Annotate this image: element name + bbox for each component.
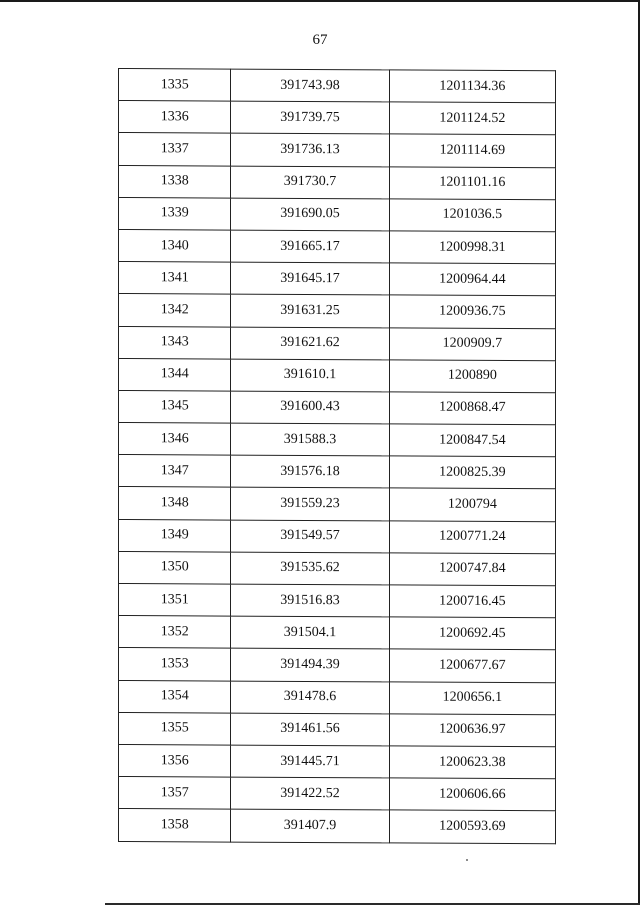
x-coordinate-cell: 391504.1: [231, 616, 389, 649]
point-number-cell: 1348: [119, 487, 231, 520]
x-coordinate-cell: 391665.17: [231, 230, 389, 263]
y-coordinate-cell: 1200936.75: [389, 295, 555, 328]
table-row: [119, 262, 556, 296]
point-number-cell: 1357: [119, 777, 231, 810]
point-number-cell: 1354: [119, 680, 231, 713]
y-coordinate-cell: 1201134.36: [389, 70, 555, 103]
coordinate-table-body: [119, 69, 556, 844]
point-number-cell: 1355: [119, 712, 231, 745]
x-coordinate-cell: 391494.39: [231, 648, 389, 681]
table-row: [119, 616, 556, 650]
table-row: [119, 229, 556, 263]
x-coordinate-cell: 391461.56: [231, 713, 389, 746]
table-row: [119, 165, 556, 199]
x-coordinate-cell: 391739.75: [231, 101, 389, 134]
x-coordinate-cell: 391422.52: [231, 777, 389, 810]
table-row: [119, 551, 556, 585]
table-row: [119, 101, 556, 135]
table-row: [119, 133, 556, 167]
table-row: [119, 519, 556, 553]
table-row: [119, 487, 556, 521]
coordinate-table: [118, 68, 556, 844]
table-row: [119, 744, 556, 778]
x-coordinate-cell: 391600.43: [231, 391, 389, 424]
point-number-cell: 1343: [119, 326, 231, 359]
y-coordinate-cell: 1200716.45: [389, 585, 555, 618]
y-coordinate-cell: 1201101.16: [389, 166, 555, 199]
scan-edge-top: [0, 0, 640, 2]
scan-dust-mark: [466, 859, 468, 861]
y-coordinate-cell: 1200909.7: [389, 327, 555, 360]
x-coordinate-cell: 391621.62: [231, 327, 389, 360]
y-coordinate-cell: 1200771.24: [389, 521, 555, 554]
point-number-cell: 1350: [119, 551, 231, 584]
x-coordinate-cell: 391516.83: [231, 584, 389, 617]
y-coordinate-cell: 1201114.69: [389, 134, 555, 167]
point-number-cell: 1341: [119, 262, 231, 295]
table-row: [119, 69, 556, 103]
point-number-cell: 1358: [119, 809, 231, 842]
table-row: [119, 197, 556, 231]
point-number-cell: 1339: [119, 197, 231, 230]
y-coordinate-cell: 1200636.97: [389, 714, 555, 747]
table-row: [119, 358, 556, 392]
x-coordinate-cell: 391743.98: [231, 69, 389, 102]
y-coordinate-cell: 1200623.38: [389, 746, 555, 779]
table-row: [119, 423, 556, 457]
y-coordinate-cell: 1201124.52: [389, 102, 555, 135]
y-coordinate-cell: 1200998.31: [389, 231, 555, 264]
y-coordinate-cell: 1200964.44: [389, 263, 555, 296]
y-coordinate-cell: 1200692.45: [389, 617, 555, 650]
point-number-cell: 1335: [119, 69, 231, 102]
point-number-cell: 1352: [119, 616, 231, 649]
x-coordinate-cell: 391549.57: [231, 520, 389, 553]
table-row: [119, 326, 556, 360]
table-row: [119, 294, 556, 328]
table-row: [119, 680, 556, 714]
point-number-cell: 1349: [119, 519, 231, 552]
point-number-cell: 1356: [119, 744, 231, 777]
y-coordinate-cell: 1200606.66: [389, 778, 555, 811]
x-coordinate-cell: 391576.18: [231, 455, 389, 488]
table-row: [119, 648, 556, 682]
point-number-cell: 1353: [119, 648, 231, 681]
point-number-cell: 1342: [119, 294, 231, 327]
table-row: [119, 455, 556, 489]
x-coordinate-cell: 391690.05: [231, 198, 389, 231]
point-number-cell: 1347: [119, 455, 231, 488]
page-number: 67: [312, 32, 328, 48]
point-number-cell: 1346: [119, 423, 231, 456]
y-coordinate-cell: 1201036.5: [389, 199, 555, 232]
x-coordinate-cell: 391730.7: [231, 166, 389, 199]
y-coordinate-cell: 1200847.54: [389, 424, 555, 457]
point-number-cell: 1344: [119, 358, 231, 391]
x-coordinate-cell: 391610.1: [231, 359, 389, 392]
y-coordinate-cell: 1200677.67: [389, 649, 555, 682]
x-coordinate-cell: 391631.25: [231, 294, 389, 327]
x-coordinate-cell: 391736.13: [231, 133, 389, 166]
x-coordinate-cell: 391407.9: [231, 809, 389, 842]
y-coordinate-cell: 1200868.47: [389, 392, 555, 425]
y-coordinate-cell: 1200747.84: [389, 553, 555, 586]
table-row: [119, 777, 556, 811]
point-number-cell: 1336: [119, 101, 231, 134]
table-row: [119, 390, 556, 424]
table-row: [119, 809, 556, 843]
y-coordinate-cell: 1200656.1: [389, 681, 555, 714]
x-coordinate-cell: 391478.6: [231, 681, 389, 714]
y-coordinate-cell: 1200825.39: [389, 456, 555, 489]
x-coordinate-cell: 391645.17: [231, 262, 389, 295]
point-number-cell: 1337: [119, 133, 231, 166]
x-coordinate-cell: 391445.71: [231, 745, 389, 778]
y-coordinate-cell: 1200593.69: [389, 810, 555, 843]
x-coordinate-cell: 391588.3: [231, 423, 389, 456]
table-row: [119, 584, 556, 618]
point-number-cell: 1345: [119, 390, 231, 423]
y-coordinate-cell: 1200794: [389, 488, 555, 521]
table-row: [119, 712, 556, 746]
x-coordinate-cell: 391535.62: [231, 552, 389, 585]
point-number-cell: 1340: [119, 229, 231, 262]
x-coordinate-cell: 391559.23: [231, 488, 389, 521]
point-number-cell: 1338: [119, 165, 231, 198]
y-coordinate-cell: 1200890: [389, 360, 555, 393]
point-number-cell: 1351: [119, 584, 231, 617]
